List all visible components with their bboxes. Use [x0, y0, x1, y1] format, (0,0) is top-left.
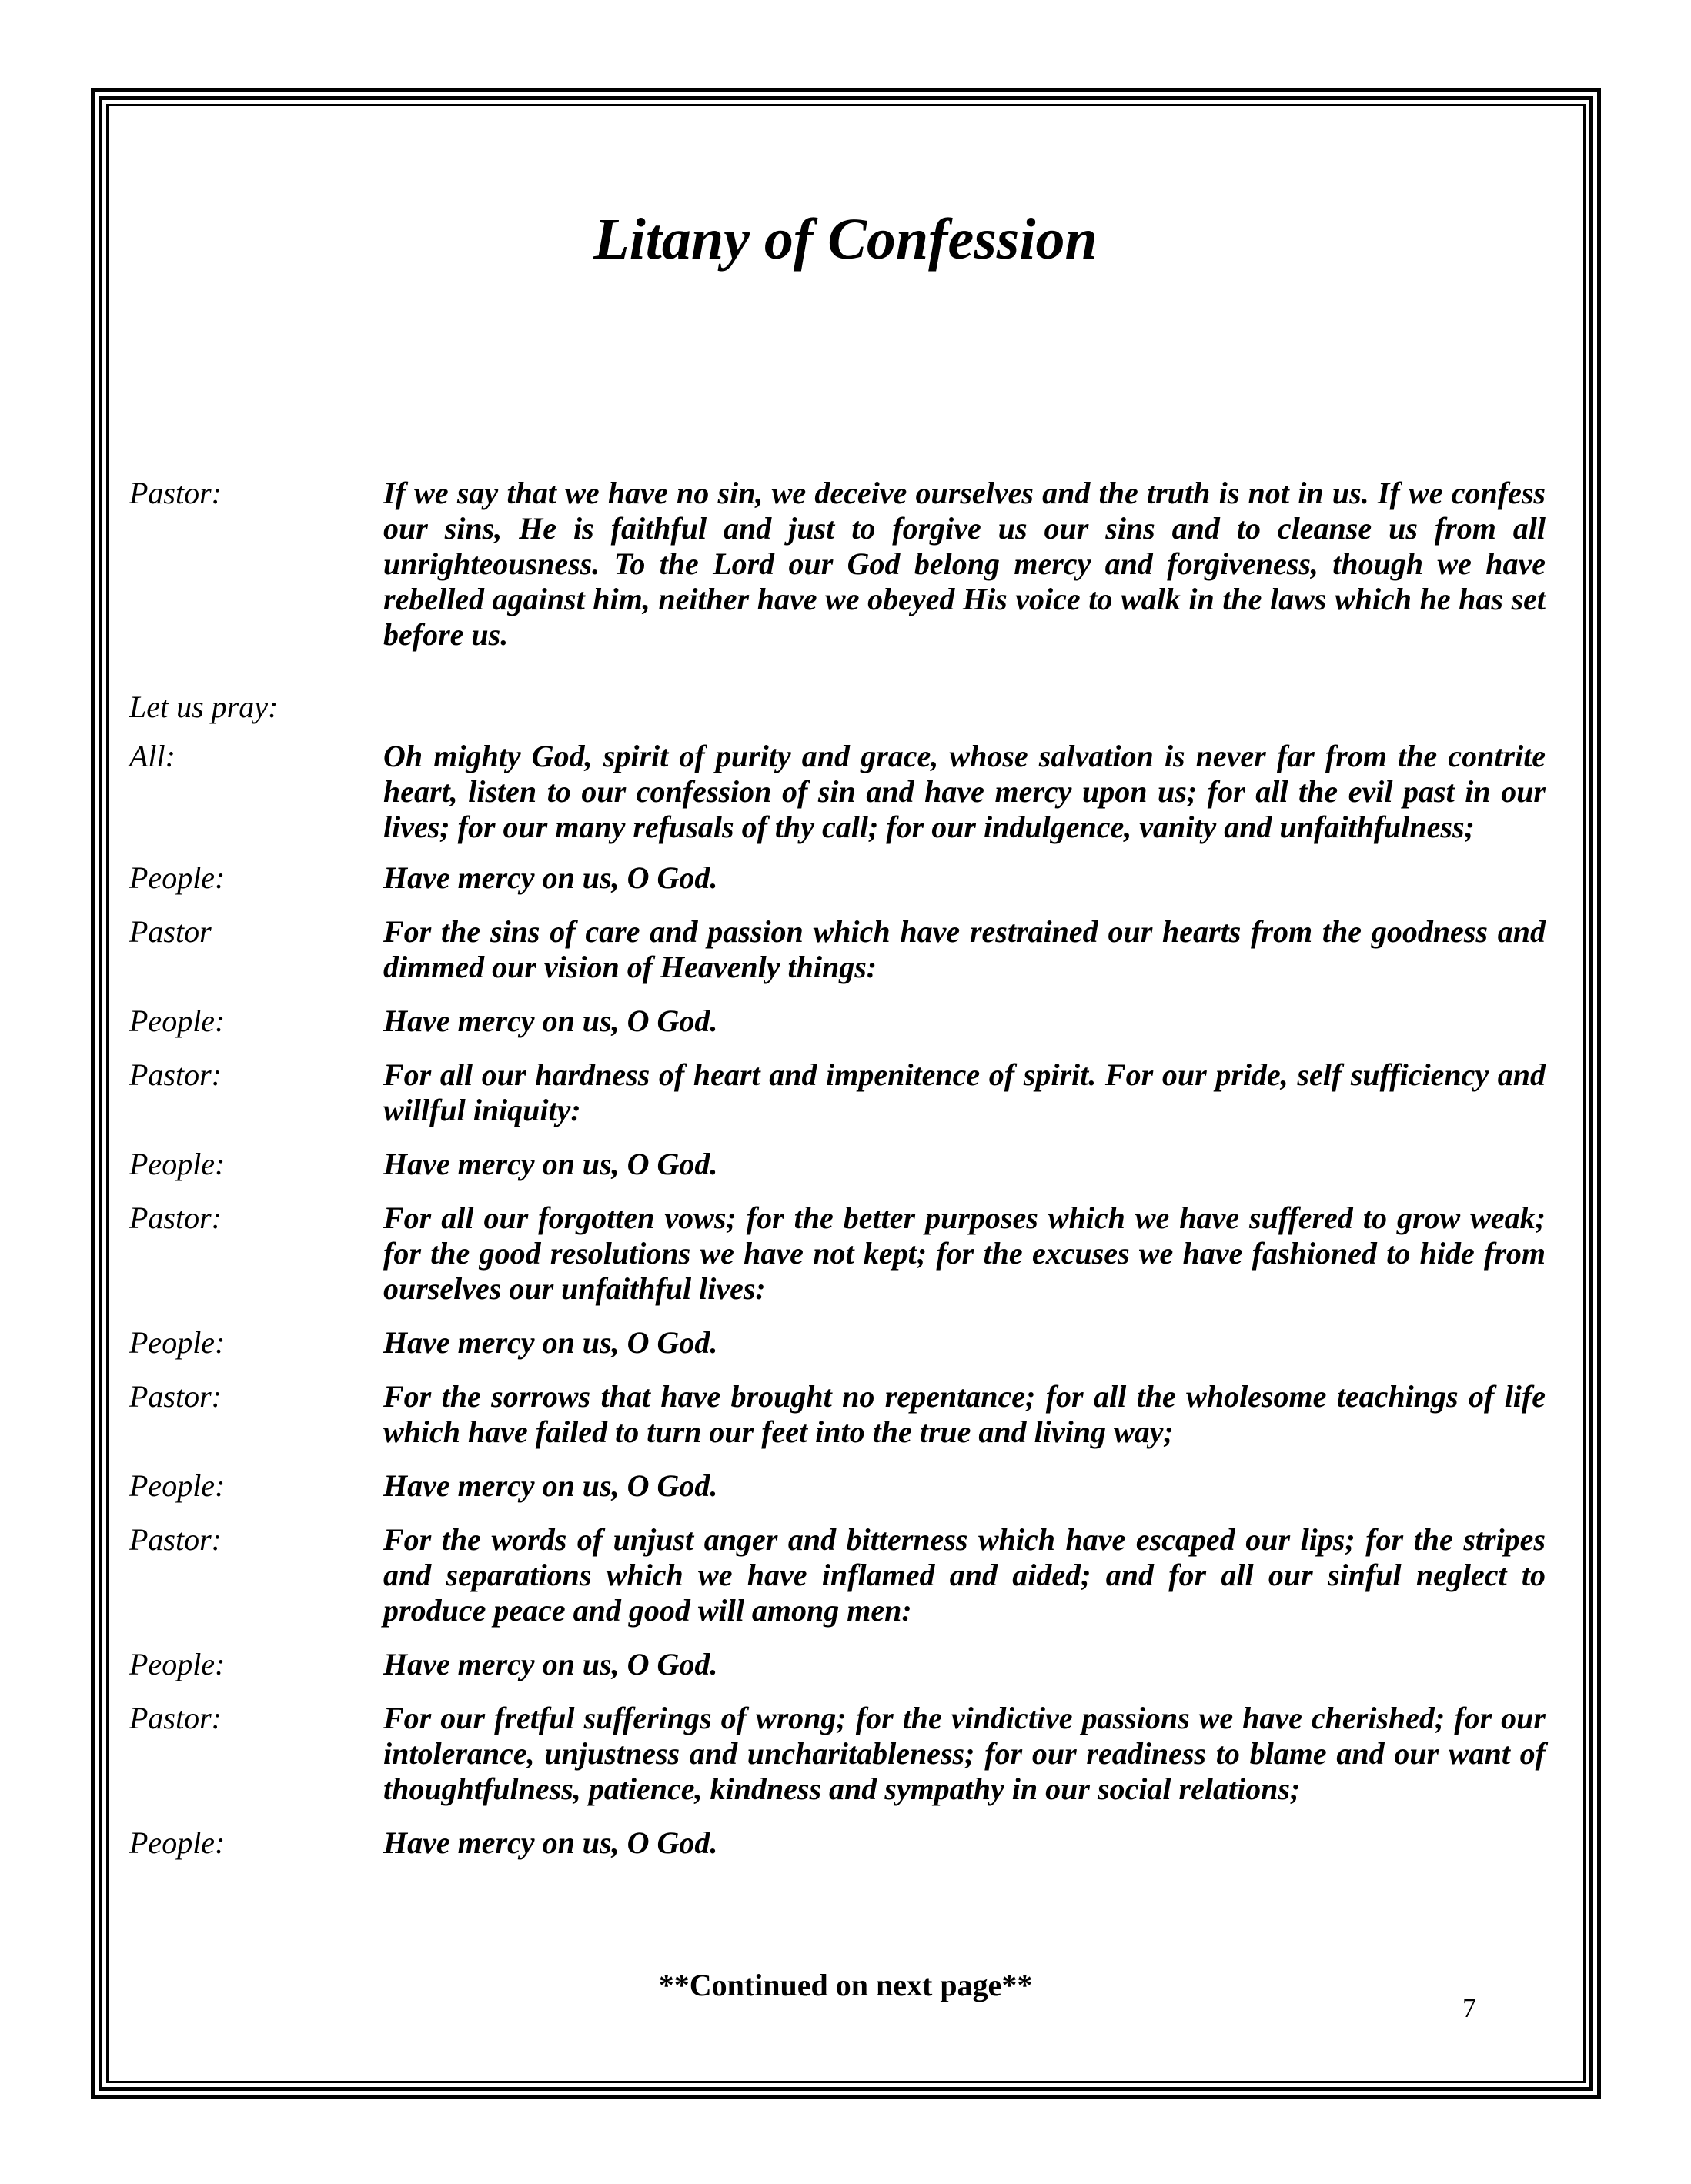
litany-entry	[129, 1647, 1546, 1682]
page-number: 7	[1462, 1992, 1476, 2023]
litany-text: Have mercy on us, O God.	[383, 1147, 718, 1181]
litany-text: Have mercy on us, O God.	[383, 1325, 718, 1360]
litany-entry	[129, 1325, 1546, 1361]
speaker-label: People:	[129, 1325, 226, 1360]
page-title: Litany of Confession	[593, 206, 1098, 272]
litany-text: For the sins of care and passion which have restrained our hearts from the goodness and dimmed our vision of Heavenly things:	[383, 914, 1546, 984]
litany-text: For all our hardness of heart and impenitence of spirit. For our pride, self sufficiency and willful iniquity:	[383, 1057, 1546, 1127]
litany-entry	[129, 476, 1546, 653]
litany-entry	[129, 1825, 1546, 1861]
speaker-label: Pastor:	[129, 1057, 222, 1092]
speaker-label: All:	[129, 739, 175, 773]
litany-entry	[129, 1379, 1546, 1450]
litany-text: Have mercy on us, O God.	[383, 1825, 718, 1860]
litany-entry	[129, 1147, 1546, 1182]
litany-text: Have mercy on us, O God.	[383, 1468, 718, 1503]
litany-entry	[129, 1004, 1546, 1039]
litany-entry	[129, 914, 1546, 985]
speaker-label: Pastor:	[129, 1379, 222, 1414]
litany-text: Have mercy on us, O God.	[383, 1004, 718, 1038]
litany-text: For our fretful sufferings of wrong; for the vindictive passions we have cherished; for our intolerance, unjustness and uncharitableness; for our readiness to blame and our want of thoughtfulness, patience, kindness and sympathy in our social relations;	[383, 1701, 1546, 1806]
litany-body	[129, 476, 1546, 1861]
speaker-label: Pastor:	[129, 476, 222, 510]
litany-text: Have mercy on us, O God.	[383, 1647, 718, 1681]
speaker-label: People:	[129, 1468, 226, 1503]
litany-entry	[129, 860, 1546, 896]
speaker-label: People:	[129, 1647, 226, 1681]
speaker-label: People:	[129, 860, 226, 895]
litany-entry	[129, 1701, 1546, 1807]
speaker-label: Pastor:	[129, 1522, 222, 1557]
litany-entry	[129, 1201, 1546, 1307]
litany-text: For the sorrows that have brought no repentance; for all the wholesome teachings of life which have failed to turn our feet into the true and living way;	[383, 1379, 1546, 1449]
litany-text: For all our forgotten vows; for the better purposes which we have suffered to grow weak; for the good resolutions we have not kept; for the excuses we have fashioned to hide from ourselves our unfaithful lives:	[383, 1201, 1546, 1306]
litany-text: Oh mighty God, spirit of purity and grace, whose salvation is never far from the contrite heart, listen to our confession of sin and have mercy upon us; for all the evil past in our lives; for our many refusals of thy call; for our indulgence, vanity and unfaithfulness;	[383, 739, 1546, 844]
litany-text: For the words of unjust anger and bitterness which have escaped our lips; for the stripes and separations which we have inflamed and aided; and for all our sinful neglect to produce peace and good will among men:	[383, 1522, 1546, 1628]
litany-entry	[129, 739, 1546, 845]
speaker-label: People:	[129, 1825, 226, 1860]
litany-entry	[129, 690, 1546, 725]
litany-entry	[129, 1057, 1546, 1128]
speaker-label: People:	[129, 1004, 226, 1038]
speaker-label: Let us pray:	[129, 690, 279, 724]
litany-text: If we say that we have no sin, we deceive ourselves and the truth is not in us. If we confess our sins, He is faithful and just to forgive us our sins and to cleanse us from all unrighteousness. To the Lord our God belong mercy and forgiveness, though we have rebelled against him, neither have we obeyed His voice to walk in the laws which he has set before us.	[383, 476, 1546, 652]
speaker-label: Pastor	[129, 914, 212, 949]
speaker-label: Pastor:	[129, 1201, 222, 1235]
litany-text: Have mercy on us, O God.	[383, 860, 718, 895]
continued-note: **Continued on next page**	[658, 1968, 1033, 2002]
speaker-label: Pastor:	[129, 1701, 222, 1735]
litany-entry	[129, 1522, 1546, 1628]
speaker-label: People:	[129, 1147, 226, 1181]
litany-entry	[129, 1468, 1546, 1504]
